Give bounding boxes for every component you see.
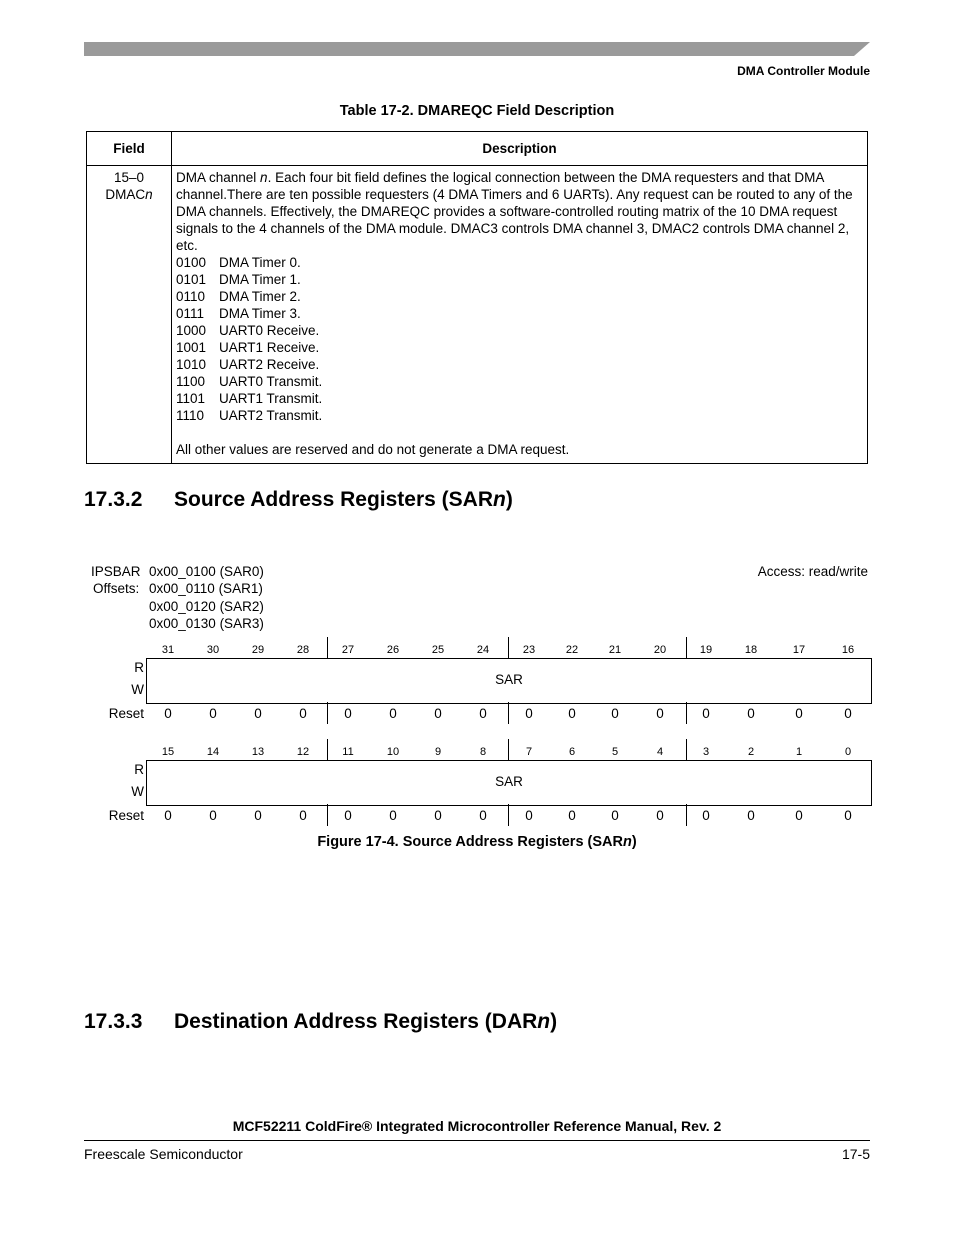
offset-sar1: 0x00_0110 (SAR1) [149, 581, 263, 597]
code-row [176, 288, 863, 305]
bit-number: 30 [206, 644, 220, 656]
bit-number: 31 [161, 644, 175, 656]
bit-number: 19 [699, 644, 713, 656]
reset-value: 0 [434, 706, 442, 721]
bit-number: 7 [525, 746, 533, 758]
code-row [176, 271, 863, 288]
nibble-divider [508, 637, 509, 659]
bit-number: 4 [656, 746, 664, 758]
code-row [176, 322, 863, 339]
field-bits: 15–0 [113, 170, 145, 185]
bit-number: 11 [342, 746, 354, 758]
caption-prefix: Figure 17-4. Source Address Registers (SAR [317, 834, 623, 850]
bit-number: 12 [296, 746, 310, 758]
register-field-box [146, 658, 872, 704]
reset-value: 0 [525, 706, 533, 721]
header-bar [84, 42, 870, 56]
bit-number: 26 [386, 644, 400, 656]
bit-number: 2 [747, 746, 755, 758]
caption-suffix: ) [631, 834, 637, 850]
bit-number: 25 [431, 644, 445, 656]
field-name-suffix: n [145, 187, 153, 202]
field-label-sar: SAR [495, 774, 523, 789]
bit-number: 14 [206, 746, 220, 758]
reset-value: 0 [479, 706, 487, 721]
bit-number: 0 [844, 746, 852, 758]
field-name-prefix: DMAC [105, 187, 146, 202]
code-row [176, 390, 863, 407]
code-label: UART0 Transmit. [219, 374, 323, 389]
code-value: 0111 [176, 306, 205, 321]
bit-number: 15 [161, 746, 175, 758]
footer-rule [84, 1140, 870, 1141]
figure-caption [0, 834, 954, 850]
desc-rest: . Each four bit field defines the logical connection between the DMA requesters and that DMA channel.There are ten possible requesters (4 DMA Timers and 6 UARTs). Any request can be routed to any of the DMA channels. Effectively, the DMAREQC provides a software-controlled routing matrix of the 10 DMA request signals to the 4 channels of the DMA module. DMAC3 controls DMA channel 3, DMAC2 controls DMA channel 2, etc. [176, 170, 853, 253]
code-row [176, 373, 863, 390]
reset-value: 0 [389, 808, 397, 823]
bit-number: 9 [434, 746, 442, 758]
reset-value: 0 [344, 808, 352, 823]
reset-value: 0 [702, 706, 710, 721]
reset-value: 0 [254, 706, 262, 721]
reset-value: 0 [254, 808, 262, 823]
reset-value: 0 [344, 706, 352, 721]
code-row [176, 254, 863, 271]
reset-value: 0 [844, 808, 852, 823]
offset-sar0: 0x00_0100 (SAR0) [149, 564, 264, 579]
bit-number: 29 [251, 644, 265, 656]
field-label-sar: SAR [495, 672, 523, 687]
reset-value: 0 [299, 808, 307, 823]
reset-value: 0 [434, 808, 442, 823]
code-value: 1000 [176, 323, 207, 338]
bit-number: 1 [795, 746, 803, 758]
nibble-divider [508, 739, 509, 761]
code-label: UART1 Receive. [219, 340, 320, 355]
offset-sar2: 0x00_0120 (SAR2) [149, 598, 264, 614]
section-title: Destination Address Registers (DAR [174, 1010, 538, 1033]
code-label: UART0 Receive. [219, 323, 320, 338]
code-value: 1100 [176, 374, 206, 389]
reset-value: 0 [702, 808, 710, 823]
code-label: UART2 Receive. [219, 357, 320, 372]
register-field-box [146, 760, 872, 806]
reset-value: 0 [611, 808, 619, 823]
field-column-header: Field [87, 132, 172, 166]
code-label: UART2 Transmit. [219, 408, 323, 423]
code-value: 1010 [176, 357, 207, 372]
bit-number: 17 [792, 644, 806, 656]
offset-list [149, 563, 264, 632]
reset-value: 0 [209, 808, 217, 823]
code-row [176, 356, 863, 373]
nibble-divider [508, 804, 509, 826]
section-title: Source Address Registers (SAR [174, 488, 493, 511]
code-label: DMA Timer 3. [219, 306, 301, 321]
code-label: UART1 Transmit. [219, 391, 323, 406]
running-header: DMA Controller Module [737, 64, 870, 78]
footer-page-number: 17-5 [841, 1146, 870, 1162]
bit-number: 18 [744, 644, 758, 656]
reset-value: 0 [525, 808, 533, 823]
nibble-divider [327, 702, 328, 724]
reset-value: 0 [747, 706, 755, 721]
reset-value: 0 [656, 706, 664, 721]
description-text [176, 169, 863, 254]
code-value: 1001 [176, 340, 207, 355]
section-heading-dar [84, 1010, 557, 1034]
row-label-write: W [131, 682, 144, 697]
reset-value: 0 [795, 808, 803, 823]
reset-value: 0 [568, 706, 576, 721]
bit-number: 6 [568, 746, 576, 758]
reserved-note: All other values are reserved and do not generate a DMA request. [176, 442, 570, 457]
code-row [176, 407, 863, 424]
section-title-suffix: ) [505, 488, 513, 511]
section-title-suffix: ) [550, 1010, 558, 1033]
bit-number: 5 [611, 746, 619, 758]
footer-manual-title: MCF52211 ColdFire® Integrated Microcontroller Reference Manual, Rev. 2 [232, 1118, 722, 1134]
reset-value: 0 [656, 808, 664, 823]
bit-number: 10 [386, 746, 400, 758]
offset-sar3: 0x00_0130 (SAR3) [149, 615, 264, 631]
bit-number: 21 [608, 644, 622, 656]
reset-value: 0 [389, 706, 397, 721]
row-label-reset: Reset [108, 706, 144, 721]
reset-value: 0 [747, 808, 755, 823]
code-label: DMA Timer 1. [219, 272, 301, 287]
bit-number: 3 [702, 746, 710, 758]
reset-value: 0 [568, 808, 576, 823]
reset-value: 0 [795, 706, 803, 721]
nibble-divider [686, 804, 687, 826]
nibble-divider [327, 804, 328, 826]
access-label: Access: read/write [757, 564, 868, 579]
nibble-divider [327, 739, 328, 761]
description-cell [172, 166, 868, 464]
reset-value: 0 [844, 706, 852, 721]
field-name [88, 186, 170, 203]
row-label-write: W [131, 784, 144, 799]
code-value: 0100 [176, 255, 207, 270]
nibble-divider [327, 637, 328, 659]
footer-company: Freescale Semiconductor [84, 1146, 243, 1162]
section-number: 17.3.3 [84, 1010, 143, 1033]
row-label-read: R [134, 660, 144, 675]
bit-number: 28 [296, 644, 310, 656]
bit-number: 16 [841, 644, 855, 656]
reset-value: 0 [209, 706, 217, 721]
code-row [176, 305, 863, 322]
offsets-label: Offsets: [93, 581, 140, 596]
nibble-divider [686, 637, 687, 659]
reset-value: 0 [164, 808, 172, 823]
bit-number: 23 [522, 644, 536, 656]
caption-n: n [622, 834, 632, 850]
bit-number: 22 [565, 644, 579, 656]
section-title-n: n [537, 1010, 551, 1033]
code-value: 1101 [176, 391, 206, 406]
section-title-n: n [493, 488, 506, 511]
table-row [87, 166, 868, 464]
table-title: Table 17-2. DMAREQC Field Description [339, 103, 615, 119]
nibble-divider [686, 739, 687, 761]
code-label: DMA Timer 0. [219, 255, 301, 270]
row-label-reset: Reset [108, 808, 144, 823]
description-column-header: Description [172, 132, 868, 166]
ipsbar-label: IPSBAR [91, 564, 141, 579]
bit-number: 8 [479, 746, 487, 758]
bit-number: 13 [251, 746, 265, 758]
nibble-divider [508, 702, 509, 724]
section-heading-sar [84, 488, 513, 512]
reset-value: 0 [479, 808, 487, 823]
bit-number: 20 [653, 644, 667, 656]
reset-value: 0 [611, 706, 619, 721]
code-row [176, 339, 863, 356]
table-header-row [87, 132, 868, 166]
desc-prefix: DMA channel [176, 170, 261, 185]
row-label-read: R [134, 762, 144, 777]
code-value: 0110 [176, 289, 206, 304]
code-label: DMA Timer 2. [219, 289, 301, 304]
bit-number: 24 [476, 644, 490, 656]
reset-value: 0 [299, 706, 307, 721]
section-number: 17.3.2 [84, 488, 143, 511]
reset-value: 0 [164, 706, 172, 721]
bit-number: 27 [341, 644, 355, 656]
code-value: 1110 [176, 408, 205, 423]
field-description-table [86, 131, 868, 464]
nibble-divider [686, 702, 687, 724]
field-cell [87, 166, 172, 464]
code-list [176, 254, 863, 424]
code-value: 0101 [176, 272, 207, 287]
desc-n: n [260, 170, 268, 185]
